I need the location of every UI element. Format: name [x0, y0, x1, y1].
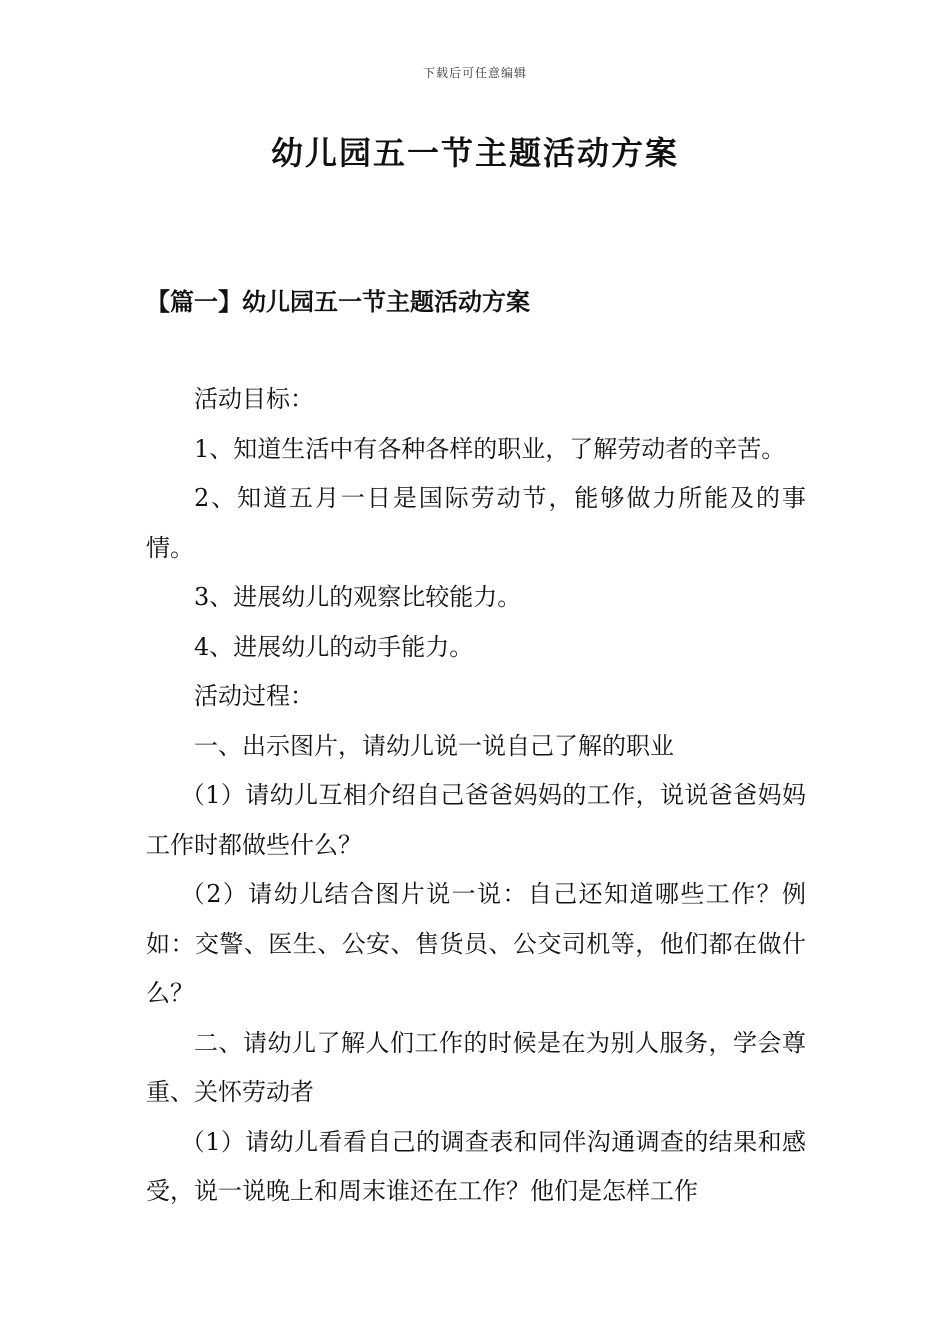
- paragraph-goal-3: 3、进展幼儿的观察比较能力。: [194, 583, 522, 611]
- paragraph-goal-4: 4、进展幼儿的动手能力。: [194, 632, 474, 661]
- paragraph-step-2-item-1: （1）请幼儿看看自己的调查表和同伴沟通调查的结果和感受，说一说晚上和周末谁还在工作？他们是怎样工作: [146, 1127, 806, 1205]
- document-body: [146, 375, 806, 1217]
- paragraph-goals-heading: 活动目标：: [194, 385, 314, 413]
- paragraph-process-heading: 活动过程：: [194, 682, 314, 710]
- paragraph-step-1-item-2: （2）请幼儿结合图片说一说：自己还知道哪些工作？例如：交警、医生、公安、售货员、公交司机等，他们都在做什么？: [146, 880, 806, 1007]
- header-note: 下载后可任意编辑: [422, 66, 527, 80]
- paragraph-goal-2: 2、知道五月一日是国际劳动节，能够做力所能及的事情。: [146, 484, 806, 562]
- paragraph-step-2: 二、请幼儿了解人们工作的时候是在为别人服务，学会尊重、关怀劳动者: [146, 1028, 806, 1106]
- section-heading: 【篇一】幼儿园五一节主题活动方案: [146, 287, 530, 316]
- paragraph-goal-1: 1、知道生活中有各种各样的职业，了解劳动者的辛苦。: [194, 434, 786, 463]
- paragraph-step-1-item-1: （1）请幼儿互相介绍自己爸爸妈妈的工作，说说爸爸妈妈工作时都做些什么？: [146, 781, 806, 859]
- document-title: 幼儿园五一节主题活动方案: [270, 134, 679, 172]
- paragraph-step-1: 一、出示图片，请幼儿说一说自己了解的职业: [194, 731, 674, 760]
